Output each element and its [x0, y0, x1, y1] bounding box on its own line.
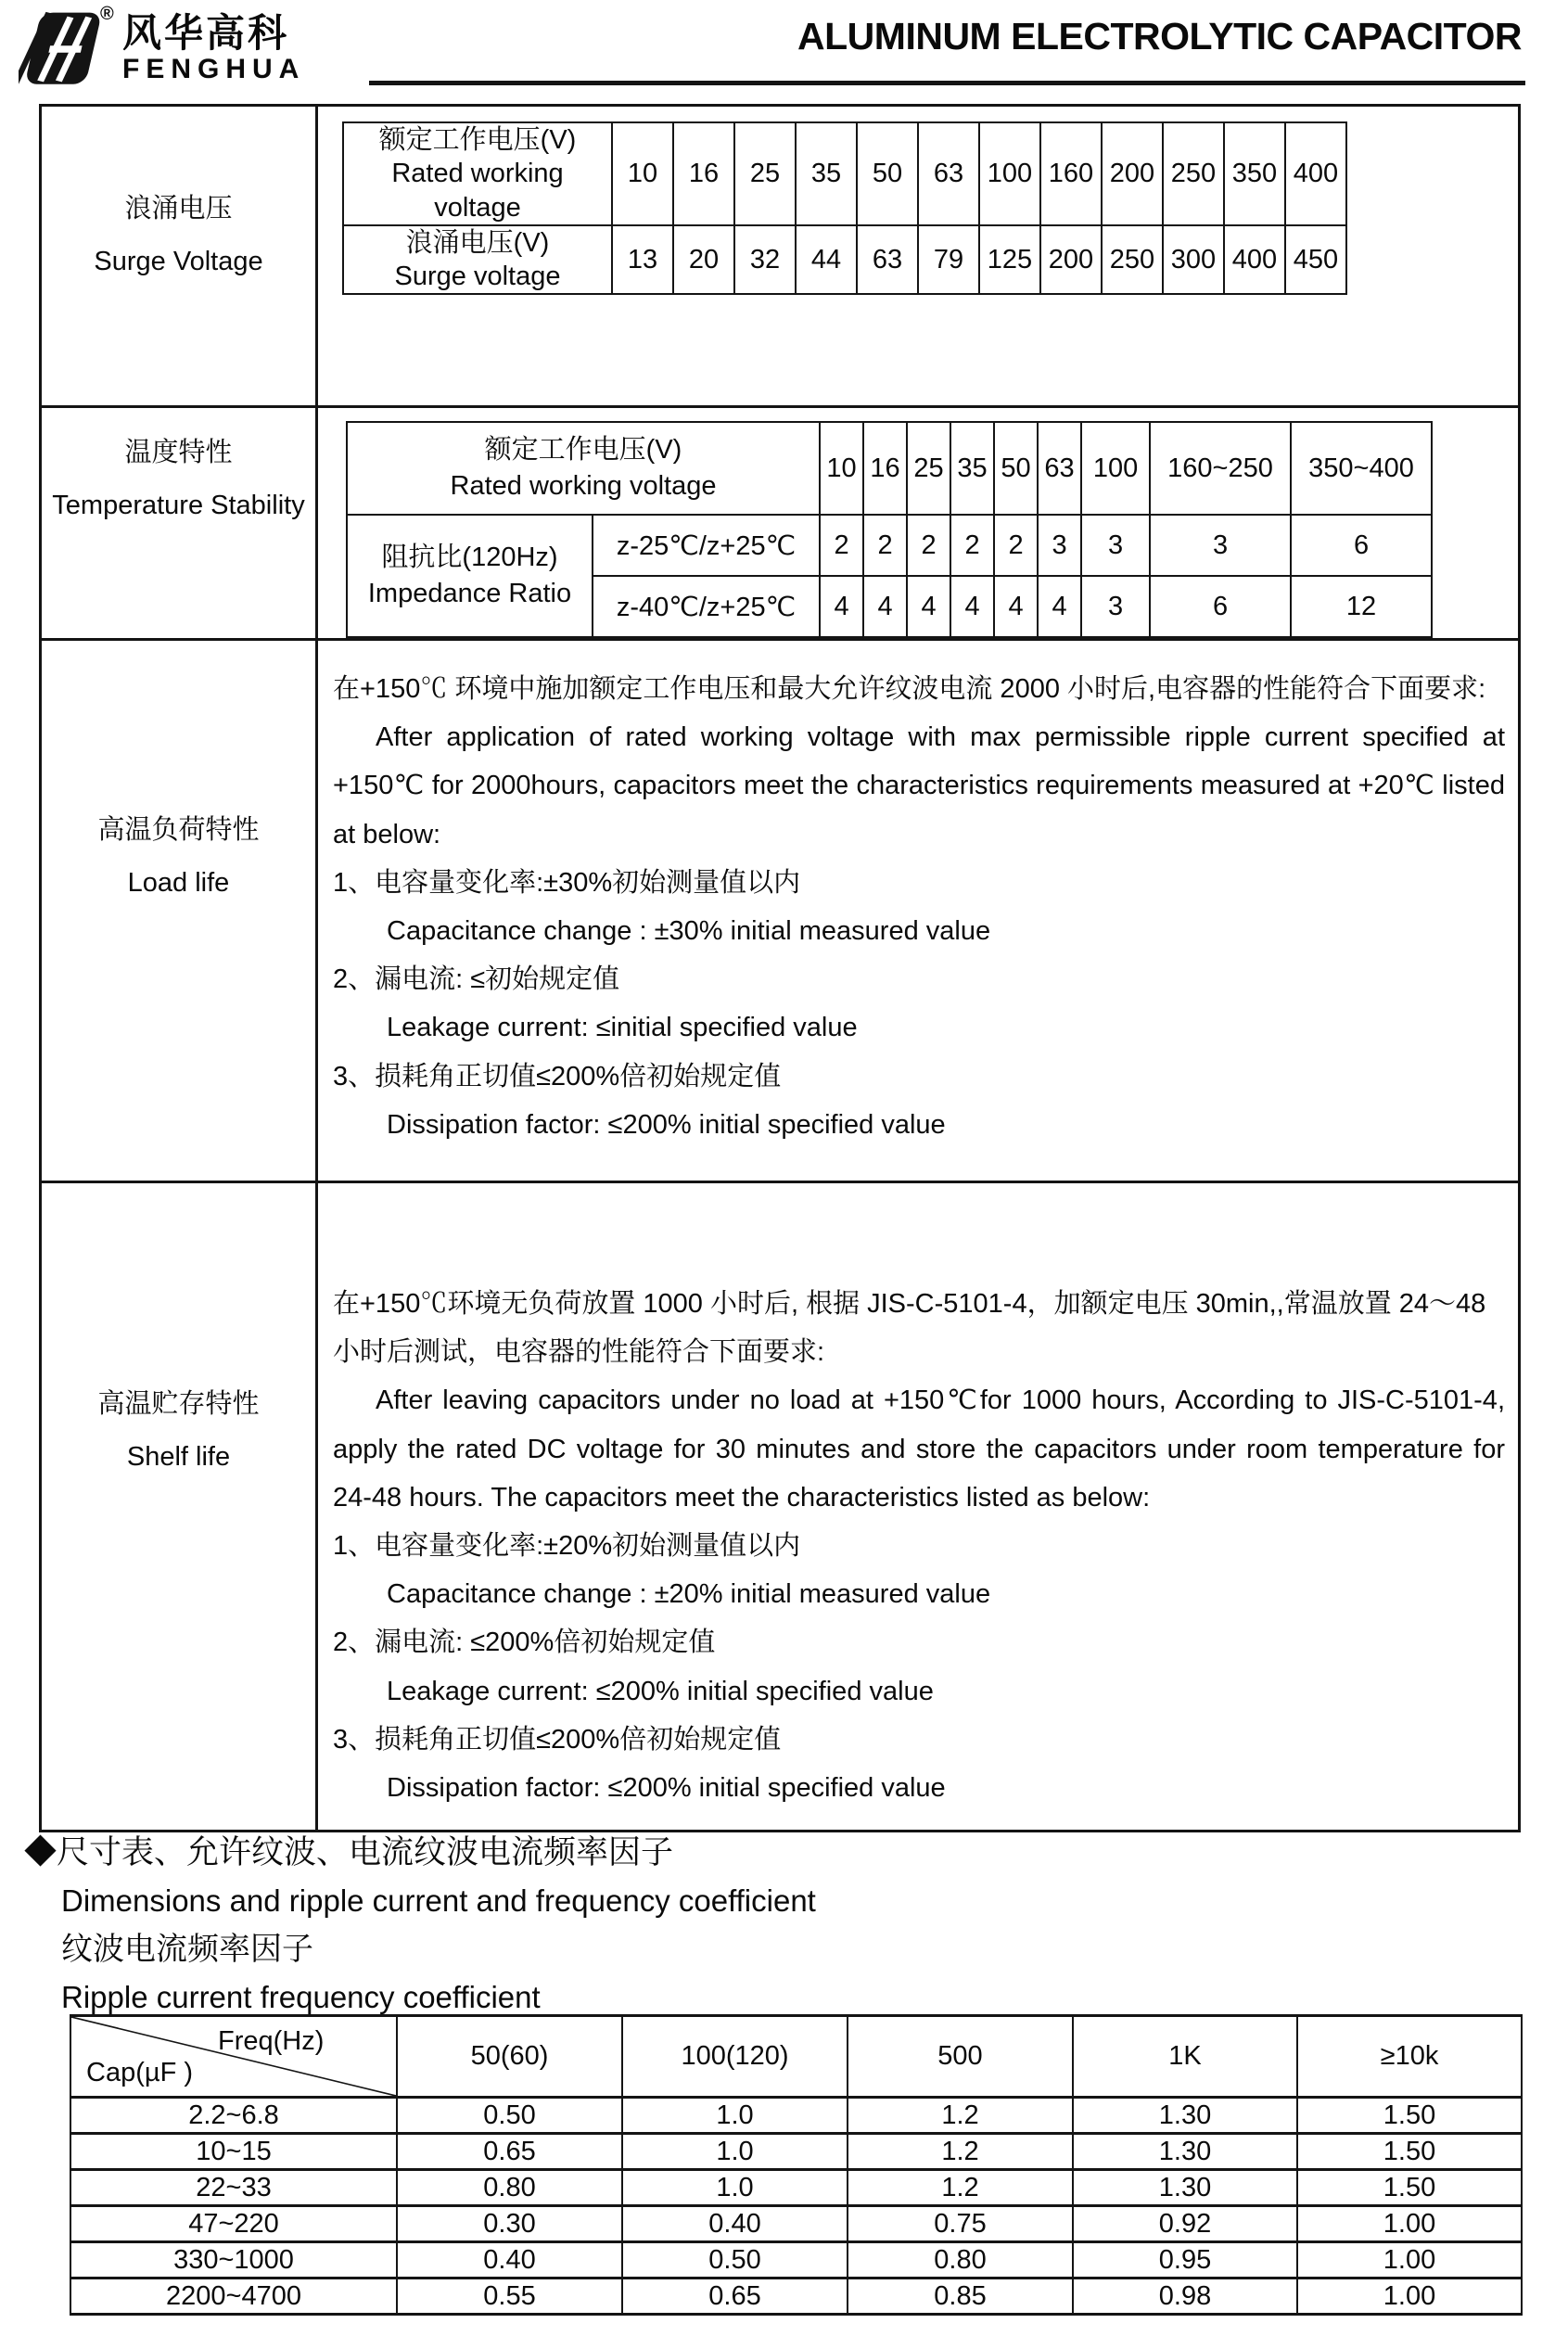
row-label-cn: 温度特性 [124, 438, 233, 467]
rated-voltage-value: 16 [673, 122, 734, 225]
brand-block [122, 13, 305, 86]
coefficient-row [70, 2242, 1522, 2279]
load-life-paragraph: Dissipation factor: ≤200% initial specified value [387, 1109, 946, 1140]
characteristics-table [39, 104, 1521, 1832]
section-heading-en: Dimensions and ripple current and frequency coefficient [61, 1883, 816, 1918]
shelf-life-paragraph: 2、漏电流: ≤200%倍初始规定值 [333, 1628, 716, 1658]
impedance-condition-label: z-40℃/z+25℃ [593, 576, 820, 637]
surge-voltage-values-row [343, 225, 1346, 295]
rated-voltage-value: 10 [612, 122, 673, 225]
coefficient-value: 1.30 [1073, 2098, 1297, 2134]
load-life-paragraph: 1、电容量变化率:±30%初始测量值以内 [333, 867, 801, 898]
load-life-paragraph: 3、损耗角正切值≤200%倍初始规定值 [333, 1061, 782, 1091]
shelf-life-text [318, 1183, 1518, 1812]
temperature-stability-content [317, 407, 1520, 640]
rated-voltage-value: 250 [1163, 122, 1224, 225]
freq-column-header: 500 [848, 2016, 1073, 2098]
surge-voltage-value: 44 [796, 225, 857, 295]
rated-voltage-value: 160 [1040, 122, 1102, 225]
impedance-ratio-value: 4 [1038, 576, 1081, 637]
load-life-paragraph: Leakage current: ≤initial specified value [387, 1013, 858, 1043]
surge-voltage-value: 400 [1224, 225, 1285, 295]
shelf-life-paragraph: Capacitance change : ±20% initial measured value [387, 1579, 991, 1610]
voltage-column-header: 50 [994, 422, 1038, 515]
coefficient-value: 0.80 [848, 2242, 1073, 2279]
page-title: ALUMINUM ELECTROLYTIC CAPACITOR [797, 15, 1522, 57]
impedance-ratio-value: 6 [1150, 576, 1291, 637]
load-life-row [41, 640, 1520, 1182]
row-label-load-life [41, 640, 317, 1182]
coefficient-value: 1.50 [1297, 2170, 1522, 2206]
load-life-paragraph: Capacitance change : ±30% initial measured value [387, 915, 991, 946]
row-label-en: Temperature Stability [52, 490, 305, 520]
surge-voltage-table [342, 121, 1347, 295]
brand-name-cn: 风华高科 [122, 11, 290, 55]
coefficient-value: 1.2 [848, 2098, 1073, 2134]
coefficient-row [70, 2170, 1522, 2206]
surge-voltage-value: 63 [857, 225, 918, 295]
shelf-life-paragraph: 1、电容量变化率:±20%初始测量值以内 [333, 1530, 801, 1561]
shelf-life-content [317, 1182, 1520, 1832]
load-life-paragraph: 2、漏电流: ≤初始规定值 [333, 964, 620, 995]
coefficient-value: 0.85 [848, 2279, 1073, 2315]
temp-rated-voltage-header: 额定工作电压(V) Rated working voltage [347, 422, 820, 515]
surge-voltage-content [317, 106, 1520, 407]
surge-voltage-row [41, 106, 1520, 407]
coefficient-row [70, 2134, 1522, 2170]
shelf-life-paragraph: 在+150℃环境无负荷放置 1000 小时后, 根据 JIS-C-5101-4，加额定电压 30min,,常温放置 24～48 小时后测试，电容器的性能符合下面要求: [333, 1289, 1486, 1368]
impedance-condition-label: z-25℃/z+25℃ [593, 515, 820, 576]
voltage-column-header: 10 [820, 422, 863, 515]
freq-cap-corner-cell [70, 2016, 397, 2098]
surge-voltage-header: 浪涌电压(V) Surge voltage [343, 225, 612, 295]
coefficient-value: 1.0 [622, 2170, 848, 2206]
surge-voltage-value: 13 [612, 225, 673, 295]
load-life-paragraph: After application of rated working voltage with max permissible ripple current specified at +150℃ for 2000hours, capacitors meet the characteristics requirements measured at +20℃ listed at below: [333, 722, 1505, 849]
freq-column-header: ≥10k [1297, 2016, 1522, 2098]
rated-voltage-value: 200 [1102, 122, 1163, 225]
voltage-column-header: 100 [1081, 422, 1150, 515]
row-label-en: Surge Voltage [94, 246, 263, 276]
coefficient-value: 1.00 [1297, 2242, 1522, 2279]
surge-voltage-value: 300 [1163, 225, 1224, 295]
section-heading-cn: ◆尺寸表、允许纹波、电流纹波电流频率因子 [24, 1834, 674, 1870]
impedance-ratio-value: 3 [1081, 515, 1150, 576]
impedance-ratio-value: 4 [907, 576, 950, 637]
cap-range-label: 330~1000 [70, 2242, 397, 2279]
coefficient-value: 1.0 [622, 2098, 848, 2134]
coefficient-value: 0.95 [1073, 2242, 1297, 2279]
rated-voltage-value: 100 [979, 122, 1040, 225]
coefficient-value: 0.50 [397, 2098, 622, 2134]
cap-axis-label: Cap(µF ) [86, 2058, 193, 2087]
impedance-ratio-value: 3 [1038, 515, 1081, 576]
rated-voltage-value: 25 [734, 122, 796, 225]
brand-name-en: FENGHUA [122, 54, 306, 85]
row-label-cn: 高温负荷特性 [97, 815, 260, 845]
surge-voltage-value: 200 [1040, 225, 1102, 295]
voltage-column-header: 16 [863, 422, 907, 515]
freq-axis-label: Freq(Hz) [218, 2026, 325, 2056]
rated-voltage-value: 63 [918, 122, 979, 225]
temperature-stability-table [346, 421, 1433, 638]
row-label-shelf-life [41, 1182, 317, 1832]
impedance-ratio-value: 4 [994, 576, 1038, 637]
surge-voltage-value: 20 [673, 225, 734, 295]
impedance-ratio-value: 3 [1081, 576, 1150, 637]
coefficient-value: 0.55 [397, 2279, 622, 2315]
coefficient-value: 0.65 [622, 2279, 848, 2315]
load-life-text [318, 641, 1518, 1149]
rated-voltage-value: 350 [1224, 122, 1285, 225]
surge-voltage-value: 32 [734, 225, 796, 295]
surge-voltage-value: 79 [918, 225, 979, 295]
shelf-life-row [41, 1182, 1520, 1832]
load-life-paragraph: 在+150℃ 环境中施加额定工作电压和最大允许纹波电流 2000 小时后,电容器的性能符合下面要求: [333, 674, 1486, 704]
temp-header-row [347, 422, 1432, 515]
row-label-en: Shelf life [126, 1441, 231, 1472]
section-heading [24, 1829, 816, 2022]
cap-range-label: 47~220 [70, 2206, 397, 2242]
coefficient-value: 1.2 [848, 2134, 1073, 2170]
impedance-ratio-value: 4 [820, 576, 863, 637]
impedance-row-z25 [347, 515, 1432, 576]
header-rule [369, 81, 1525, 85]
voltage-column-header: 160~250 [1150, 422, 1291, 515]
rated-voltage-value: 50 [857, 122, 918, 225]
subsection-heading-cn: 纹波电流频率因子 [61, 1932, 313, 1967]
voltage-column-header: 35 [950, 422, 994, 515]
load-life-content [317, 640, 1520, 1182]
shelf-life-paragraph: Leakage current: ≤200% initial specified value [387, 1676, 934, 1706]
voltage-column-header: 25 [907, 422, 950, 515]
coefficient-value: 0.40 [397, 2242, 622, 2279]
cap-range-label: 2.2~6.8 [70, 2098, 397, 2134]
row-label-cn: 高温贮存特性 [97, 1389, 260, 1419]
coefficient-row [70, 2206, 1522, 2242]
temperature-stability-row [41, 407, 1520, 640]
cap-range-label: 22~33 [70, 2170, 397, 2206]
impedance-ratio-value: 2 [907, 515, 950, 576]
row-label-en: Load life [127, 867, 230, 898]
impedance-ratio-value: 2 [863, 515, 907, 576]
impedance-ratio-value: 2 [820, 515, 863, 576]
ripple-header-row [70, 2016, 1522, 2098]
subsection-heading-en: Ripple current frequency coefficient [61, 1980, 541, 2014]
cap-range-label: 10~15 [70, 2134, 397, 2170]
impedance-ratio-value: 4 [950, 576, 994, 637]
ripple-frequency-coefficient-table [70, 2014, 1523, 2316]
row-label-temperature-stability [41, 407, 317, 640]
coefficient-value: 0.80 [397, 2170, 622, 2206]
coefficient-value: 1.50 [1297, 2098, 1522, 2134]
shelf-life-paragraph: 3、损耗角正切值≤200%倍初始规定值 [333, 1724, 782, 1755]
impedance-ratio-value: 12 [1291, 576, 1432, 637]
coefficient-value: 1.30 [1073, 2134, 1297, 2170]
shelf-life-paragraph: Dissipation factor: ≤200% initial specified value [387, 1772, 946, 1803]
impedance-ratio-value: 6 [1291, 515, 1432, 576]
coefficient-value: 0.50 [622, 2242, 848, 2279]
freq-column-header: 1K [1073, 2016, 1297, 2098]
rated-voltage-header: 额定工作电压(V) Rated working voltage [343, 122, 612, 225]
coefficient-value: 1.50 [1297, 2134, 1522, 2170]
coefficient-value: 1.2 [848, 2170, 1073, 2206]
row-label-surge-voltage [41, 106, 317, 407]
coefficient-value: 0.75 [848, 2206, 1073, 2242]
voltage-column-header: 350~400 [1291, 422, 1432, 515]
impedance-ratio-value: 4 [863, 576, 907, 637]
impedance-ratio-value: 3 [1150, 515, 1291, 576]
surge-voltage-value: 450 [1285, 225, 1346, 295]
coefficient-value: 1.0 [622, 2134, 848, 2170]
registered-trademark: ® [100, 4, 114, 24]
coefficient-value: 1.30 [1073, 2170, 1297, 2206]
coefficient-value: 0.65 [397, 2134, 622, 2170]
coefficient-row [70, 2098, 1522, 2134]
freq-column-header: 100(120) [622, 2016, 848, 2098]
surge-voltage-value: 250 [1102, 225, 1163, 295]
row-label-cn: 浪涌电压 [124, 194, 233, 223]
impedance-ratio-value: 2 [950, 515, 994, 576]
surge-voltage-value: 125 [979, 225, 1040, 295]
coefficient-value: 0.30 [397, 2206, 622, 2242]
coefficient-value: 0.92 [1073, 2206, 1297, 2242]
rated-voltage-value: 35 [796, 122, 857, 225]
coefficient-row [70, 2279, 1522, 2315]
rated-voltage-row [343, 122, 1346, 225]
freq-column-header: 50(60) [397, 2016, 622, 2098]
coefficient-value: 1.00 [1297, 2279, 1522, 2315]
fenghua-logo-icon [19, 9, 104, 89]
shelf-life-paragraph: After leaving capacitors under no load at +150℃for 1000 hours, According to JIS-C-5101-4, apply the rated DC voltage for 30 minutes and store the capacitors under room temperature for 24-48 hours. The capacitors meet the characteristics listed as below: [333, 1385, 1505, 1513]
coefficient-value: 0.40 [622, 2206, 848, 2242]
rated-voltage-value: 400 [1285, 122, 1346, 225]
coefficient-value: 1.00 [1297, 2206, 1522, 2242]
coefficient-value: 0.98 [1073, 2279, 1297, 2315]
impedance-ratio-label: 阻抗比(120Hz) Impedance Ratio [347, 515, 593, 637]
impedance-ratio-value: 2 [994, 515, 1038, 576]
voltage-column-header: 63 [1038, 422, 1081, 515]
cap-range-label: 2200~4700 [70, 2279, 397, 2315]
